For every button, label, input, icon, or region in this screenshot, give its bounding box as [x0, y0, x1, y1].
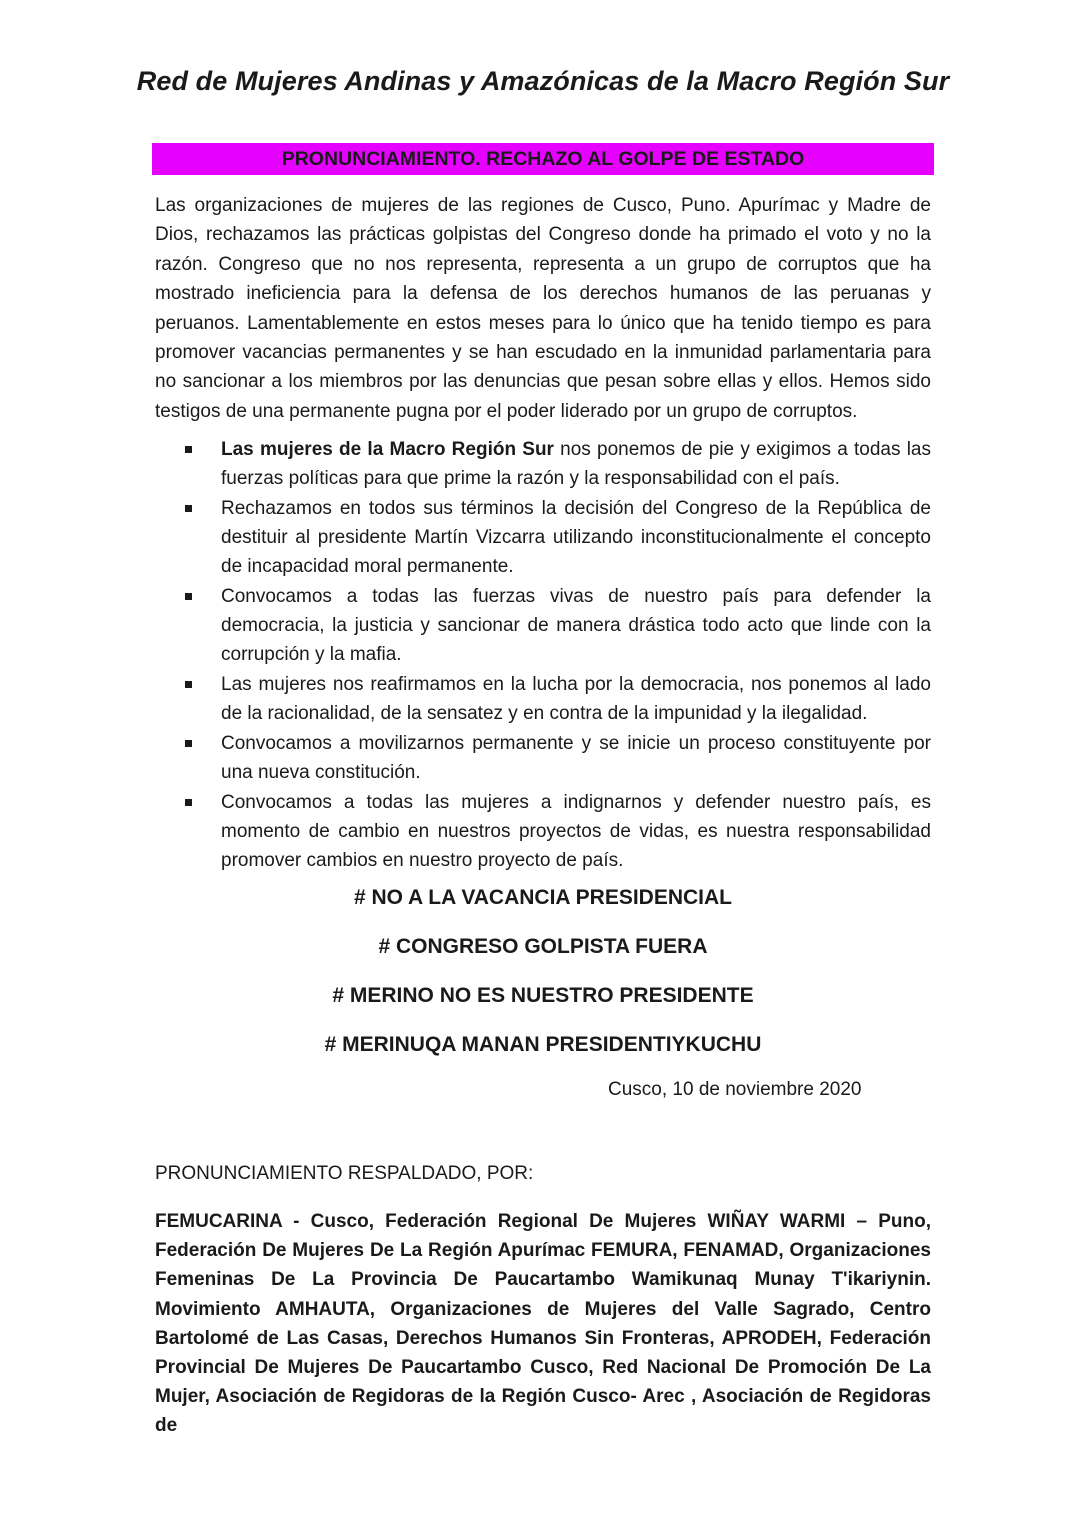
hashtag-line: # CONGRESO GOLPISTA FUERA [378, 935, 708, 958]
list-item [155, 670, 931, 728]
page-title: Red de Mujeres Andinas y Amazónicas de la Macro Región Sur [136, 66, 950, 96]
square-bullet-icon [185, 681, 192, 688]
list-item [155, 729, 931, 787]
list-item [155, 494, 931, 582]
square-bullet-icon [185, 593, 192, 600]
list-item [155, 435, 931, 493]
list-item-bold: Las mujeres de la Macro Región Sur [221, 439, 554, 460]
list-item-text: Convocamos a movilizarnos permanente y se inicie un proceso constituyente por una nueva constitución. [221, 733, 931, 784]
list-item [155, 582, 931, 670]
hashtag-line: # MERINO NO ES NUESTRO PRESIDENTE [332, 984, 754, 1007]
list-item-text: Rechazamos en todos sus términos la decisión del Congreso de la República de destituir al presidente Martín Vizcarra utilizando inconstitucionalmente el concepto de incapacidad moral permanente. [221, 497, 931, 578]
list-item-text: nos ponemos de pie y exigimos a todas las fuerzas políticas para que prime la razón y la responsabilidad con el país. [221, 439, 931, 490]
intro-paragraph: Las organizaciones de mujeres de las regiones de Cusco, Puno. Apurímac y Madre de Dios, rechazamos las prácticas golpistas del Congreso donde ha primado el voto y no la razón. Congreso que no nos representa, representa a un grupo de corruptos que ha mostrado ineficiencia para la defensa de los derechos humanos de las peruanas y peruanos. Lamentablemente en estos meses para lo único que ha tenido tiempo es para promover vacancias permanentes y se han escudado en la inmunidad parlamentaria para no sancionar a los miembros por las denuncias que pesan sobre ellas y ellos. Hemos sido testigos de una permanente pugna por el poder liderado por un grupo de corruptos. [155, 195, 931, 422]
hashtag-line: # NO A LA VACANCIA PRESIDENCIAL [353, 886, 733, 909]
list-item-text: Las mujeres nos reafirmamos en la lucha por la democracia, nos ponemos al lado de la racionalidad, de la sensatez y en contra de la impunidad y la ilegalidad. [221, 674, 931, 725]
square-bullet-icon [185, 740, 192, 747]
square-bullet-icon [185, 446, 192, 453]
list-item-text: Convocamos a todas las mujeres a indignarnos y defender nuestro país, es momento de cambio en nuestros proyectos de vidas, es nuestra responsabilidad promover cambios en nuestro proyecto de país. [221, 791, 931, 872]
banner-title: PRONUNCIAMIENTO. RECHAZO AL GOLPE DE ESTADO [281, 148, 805, 170]
demands-list [155, 435, 931, 876]
place-date: Cusco, 10 de noviembre 2020 [608, 1079, 862, 1100]
square-bullet-icon [185, 799, 192, 806]
hashtag-line: # MERINUQA MANAN PRESIDENTIYKUCHU [324, 1033, 762, 1056]
support-heading: PRONUNCIAMIENTO RESPALDADO, POR: [155, 1163, 534, 1184]
list-item [155, 788, 931, 876]
list-item-text: Convocamos a todas las fuerzas vivas de nuestro país para defender la democracia, la justicia y sancionar de manera drástica todo acto que linde con la corrupción y la mafia. [221, 586, 931, 666]
square-bullet-icon [185, 505, 192, 512]
hashtag-block [0, 883, 1086, 1079]
supporters-list: FEMUCARINA - Cusco, Federación Regional De Mujeres WIÑAY WARMI – Puno, Federación De Mujeres De La Región Apurímac FEMURA, FENAMAD, Organizaciones Femeninas De La Provincia De Paucartambo Wamikunaq Munay T'ikariynin. Movimiento AMHAUTA, Organizaciones de Mujeres del Valle Sagrado, Centro Bartolomé de Las Casas, Derechos Humanos Sin Fronteras, APRODEH, Federación Provincial De Mujeres De Paucartambo Cusco, Red Nacional De Promoción De La Mujer, Asociación de Regidoras de la Región Cusco- Arec , Asociación de Regidoras de [155, 1211, 931, 1437]
statement-banner [152, 143, 934, 175]
